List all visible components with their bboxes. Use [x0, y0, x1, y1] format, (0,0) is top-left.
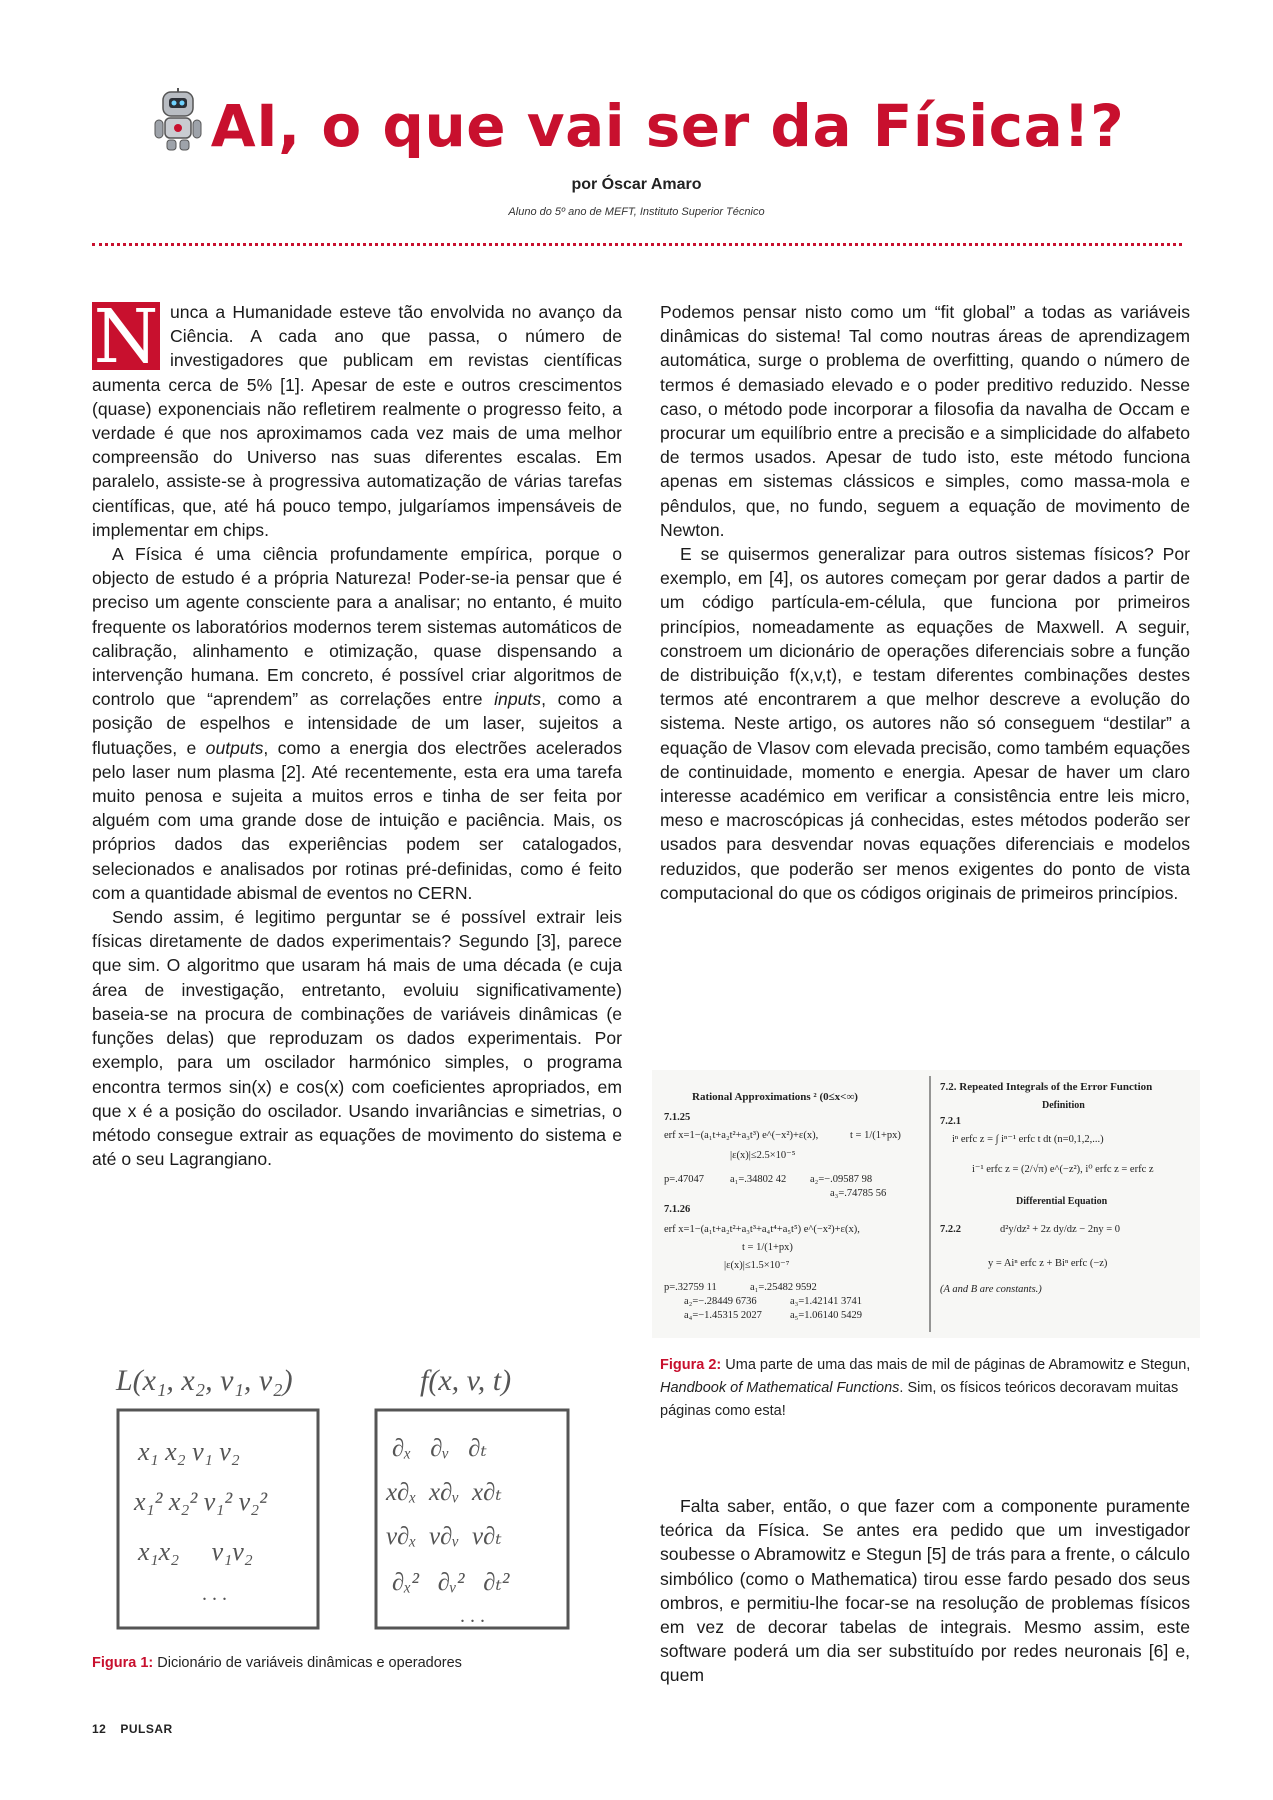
page-number: 12 — [92, 1722, 107, 1736]
fig2-right-e1b: i⁻¹ erfc z = (2/√π) e^(−z²), i⁰ erfc z = erfc z — [972, 1164, 1154, 1175]
fig2-left-c2a: p=.32759 11 — [664, 1282, 717, 1293]
figure-1-dictionary — [110, 1360, 610, 1640]
fig2-right-e1: iⁿ erfc z = ∫ iⁿ⁻¹ erfc t dt (n=0,1,2,...) — [952, 1134, 1104, 1145]
fig2-left-c2c: a₂=−.28449 6736 — [684, 1296, 757, 1307]
left-paragraph-2-em-inputs: inputs — [494, 689, 542, 710]
author-affiliation: Aluno do 5º ano de MEFT, Instituto Superior Técnico — [508, 206, 765, 218]
right-paragraph-3: Falta saber, então, o que fazer com a componente puramente teórica da Física. Se antes era pedido que um investigador soubesse o Abramowitz e Stegun [5] de trás para a frente, o cálculo simbólico (como o Mathematica) tirou esse fardo pesado dos seus ombros, e permitiu-lhe focar-se na resolução de problemas físicos em vez de decorar tabelas de integrais. Mesmo assim, este software poderá um dia ser substituído por redes neuronais [6] e, quem — [660, 1496, 1190, 1686]
fig2-left-s1: 7.1.25 — [664, 1112, 691, 1123]
fig2-left-heading: Rational Approximations ² (0≤x<∞) — [692, 1091, 858, 1103]
figure-2-label: Figura 2: — [660, 1357, 722, 1373]
fig1-right-row-1: ∂ₓ ∂ᵥ ∂ₜ — [392, 1435, 487, 1462]
fig2-left-e1: erf x=1−(a₁t+a₂t²+a₃t³) e^(−x²)+ε(x), — [664, 1130, 819, 1141]
fig2-left-t1: t = 1/(1+px) — [850, 1130, 901, 1141]
drop-cap: N — [93, 302, 159, 370]
title-text: AI, o que vai ser da Física!? — [210, 92, 1125, 160]
fig2-right-s2: 7.2.2 — [940, 1224, 961, 1235]
figure-2-handbook-excerpt — [652, 1070, 1200, 1338]
fig1-left-ellipsis: . . . — [202, 1583, 227, 1605]
fig2-left-s2: 7.1.26 — [664, 1204, 691, 1215]
right-column-top — [660, 300, 1190, 905]
author-byline: por Óscar Amaro — [571, 176, 702, 193]
fig2-left-c1b: a₁=.34802 42 — [730, 1174, 787, 1185]
title-divider — [92, 243, 1182, 246]
figure-2-caption — [660, 1354, 1200, 1423]
fig2-right-e2b: y = Aiⁿ erfc z + Biⁿ erfc (−z) — [988, 1258, 1108, 1269]
left-paragraph-2 — [92, 542, 622, 905]
fig2-right-e2: d²y/dz² + 2z dy/dz − 2ny = 0 — [1000, 1224, 1121, 1235]
figure-1-label: Figura 1: — [92, 1655, 154, 1671]
fig2-left-c1d: a₃=.74785 56 — [830, 1188, 887, 1199]
figure-1-caption — [92, 1652, 652, 1675]
left-paragraph-2-text-c: , como a energia dos electrões acelerados pelo laser num plasma [2]. Até recentemente, esta era uma tarefa muito penosa e sujeita a muitos erros e tinha de ser feita por alguém com uma grande dose de intuição e paciência. Mais, os próprios dados das experiências podem ser catalogados, selecionados e analisados por rotinas pré-definidas, como é feito com a quantidade abismal de eventos no CERN. — [92, 737, 622, 903]
fig2-left-c2b: a₁=.25482 9592 — [750, 1282, 817, 1293]
fig2-left-c2f: a₅=1.06140 5429 — [790, 1310, 862, 1321]
fig2-right-sub1: Definition — [1042, 1100, 1085, 1111]
left-paragraph-2-text-a: A Física é uma ciência profundamente empírica, porque o objecto de estudo é a própria Natureza! Poder-se-ia pensar que é preciso um agente consciente para a analisar; no entanto, é muito frequente os laboratórios modernos terem sistemas automáticos de calibração, alinhamento e otimização, quase dispensando a intervenção humana. Em concreto, é possível criar algoritmos de controlo que “aprendem” as correlações entre — [92, 544, 622, 710]
figure-2-caption-text-a: Uma parte de uma das mais de mil de páginas de Abramowitz e Stegun, — [721, 1357, 1191, 1373]
fig2-left-err1: |ε(x)|≤2.5×10⁻⁵ — [730, 1150, 796, 1161]
fig2-left-c2e: a₄=−1.45315 2027 — [684, 1310, 762, 1321]
fig1-left-row-2: x₁² x₂² v₁² v₂² — [134, 1487, 267, 1516]
fig2-left-c1c: a₂=−.09587 98 — [810, 1174, 873, 1185]
figure-1-caption-text: Dicionário de variáveis dinâmicas e operadores — [153, 1655, 462, 1671]
magazine-name: PULSAR — [120, 1722, 173, 1736]
fig2-right-note: (A and B are constants.) — [940, 1284, 1042, 1295]
fig1-left-row-3: x₁x₂ v₁v₂ — [138, 1537, 253, 1566]
left-paragraph-2-text-b: , como a posição de espelhos e intensidade de um laser, sujeitos a flutuações, e — [92, 689, 622, 758]
fig1-left-title: L(x₁, x₂, v₁, v₂) — [116, 1364, 293, 1397]
fig2-left-e2: erf x=1−(a₁t+a₂t²+a₃t³+a₄t⁴+a₅t⁵) e^(−x²)+ε(x), — [664, 1224, 860, 1235]
fig1-right-title: f(x, v, t) — [420, 1364, 512, 1397]
left-column — [92, 300, 622, 1171]
fig1-left-row-1: x₁ x₂ v₁ v₂ — [138, 1437, 240, 1466]
right-paragraph-2: E se quisermos generalizar para outros sistemas físicos? Por exemplo, em [4], os autores começam por gerar dados a partir de um código partícula-em-célula, que funciona por primeiros princípios, nomeadamente as equações de Maxwell. A seguir, constroem um dicionário de operações diferenciais sobre a função de distribuição f(x,v,t), e testam diferentes combinações destes termos até encontrarem a que melhor descreve a evolução do sistema. Neste artigo, os autores não só conseguem “destilar” a equação de Vlasov com elevada precisão, como também equações de continuidade, momento e energia. Apesar de haver um claro interesse académico em verificar a consistência entre leis micro, meso e macroscópicas já conhecidas, estes métodos poderão ser usados para desvendar novas equações diferenciais e modelos reduzidos, que poderão ser menos exigentes do ponto de vista computacional do que os códigos originais de primeiros princípios. — [660, 544, 1190, 903]
fig1-right-ellipsis: . . . — [460, 1605, 485, 1627]
right-column-bottom — [660, 1494, 1190, 1688]
fig1-right-row-2: x∂ₓ x∂ᵥ x∂ₜ — [386, 1479, 502, 1506]
left-paragraph-1-text: unca a Humanidade esteve tão envolvida no avanço da Ciência. A cada ano que passa, o número de investigadores que publicam em revistas científicas aumenta cerca de 5% [1]. Apesar de este e outros crescimentos (quase) exponenciais não refletirem realmente o progresso feito, a verdade é que nos aproximamos cada vez mais de uma melhor compreensão do Universo nas suas diferentes escalas. Em paralelo, assiste-se à progressiva automatização de várias tarefas científicas, que, até há pouco tempo, julgaríamos impensáveis de implementar em chips. — [92, 302, 622, 540]
fig2-left-c1a: p=.47047 — [664, 1174, 705, 1185]
article-title — [0, 86, 1273, 166]
fig2-right-s1: 7.2.1 — [940, 1116, 961, 1127]
robot-icon — [149, 88, 207, 152]
fig1-right-row-3: v∂ₓ v∂ᵥ v∂ₜ — [386, 1523, 502, 1550]
figure-2-caption-book-title: Handbook of Mathematical Functions — [660, 1380, 900, 1396]
figure-2-caption-text-b: . Sim, os físicos teóricos decoravam muitas páginas como esta! — [660, 1380, 1179, 1419]
left-paragraph-3: Sendo assim, é legitimo perguntar se é possível extrair leis físicas diretamente de dados experimentais? Segundo [3], parece que sim. O algoritmo que usaram há mais de uma década (e cuja área de investigação, entretanto, evoluiu significativamente) baseia-se na procura de combinações de variáveis dinâmicas (e funções delas) que reproduzam os dados experimentais. Por exemplo, para um oscilador harmónico simples, o programa encontra termos sin(x) e cos(x) com coeficientes apropriados, em que x é a posição do oscilador. Usando invariâncias e simetrias, o método consegue extrair as equações de movimento do sistema e até o seu Lagrangiano. — [92, 907, 622, 1170]
fig2-left-t2: t = 1/(1+px) — [742, 1242, 793, 1253]
left-paragraph-1 — [92, 300, 622, 542]
fig2-left-err2: |ε(x)|≤1.5×10⁻⁷ — [724, 1260, 790, 1271]
right-paragraph-1: Podemos pensar nisto como um “fit global” a todas as variáveis dinâmicas do sistema! Tal como noutras áreas de aprendizagem automática, surge o problema de overfitting, quando o número de termos é demasiado elevado e o poder preditivo reduzido. Nesse caso, o método pode incorporar a filosofia da navalha de Occam e procurar um equilíbrio entre a precisão e a simplicidade do alfabeto de termos usados. Apesar de tudo isto, este método funciona apenas em sistemas clássicos e simples, como massa-mola e pêndulos, que, no fundo, seguem a equação de movimento de Newton. — [660, 302, 1190, 540]
fig1-right-row-4: ∂ₓ² ∂ᵥ² ∂ₜ² — [392, 1569, 510, 1596]
fig2-right-sub2: Differential Equation — [1016, 1196, 1108, 1207]
left-paragraph-2-em-outputs: outputs — [205, 737, 264, 758]
fig2-right-heading: 7.2. Repeated Integrals of the Error Function — [940, 1081, 1153, 1093]
page-footer — [92, 1722, 173, 1736]
fig2-left-c2d: a₃=1.42141 3741 — [790, 1296, 862, 1307]
